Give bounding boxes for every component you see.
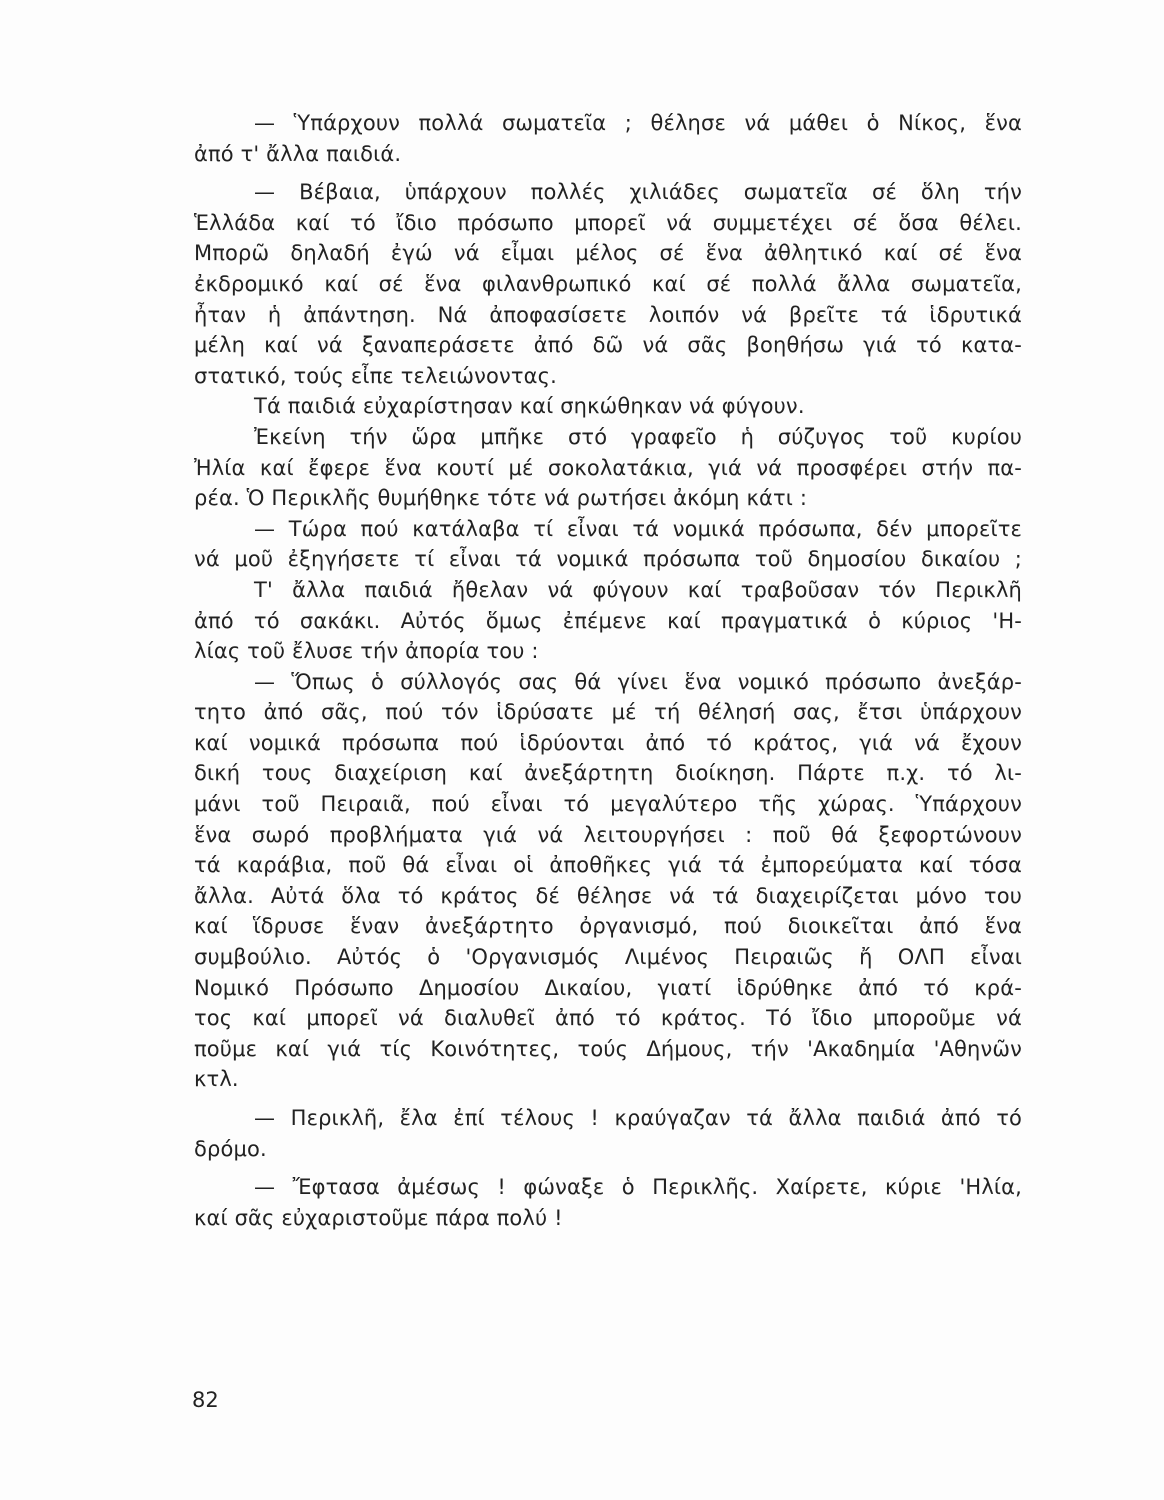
text-line: — Περικλῆ, ἔλα ἐπί τέλους ! κραύγαζαν τά ἄλλα παιδιά ἀπό τό (254, 1106, 1022, 1130)
text-line: Ἑλλάδα καί τό ἴδιο πρόσωπο μπορεῖ νά συμμετέχει σέ ὅσα θέλει. (194, 210, 1022, 235)
text-line: κτλ. (194, 1067, 239, 1092)
text-line: τος καί μπορεῖ νά διαλυθεῖ ἀπό τό κράτος. Τό ἴδιο μποροῦμε νά (194, 1006, 1022, 1031)
text-line: καί νομικά πρόσωπα πού ἱδρύονται ἀπό τό κράτος, γιά νά ἔχουν (194, 730, 1022, 755)
text-line: λίας τοῦ ἔλυσε τήν ἀπορία του : (194, 639, 539, 664)
text-line: στατικό, τούς εἶπε τελειώνοντας. (194, 363, 557, 388)
text-line: ἐκδρομικό καί σέ ἕνα φιλανθρωπικό καί σέ πολλά ἄλλα σωματεῖα, (194, 271, 1022, 296)
text-line: — Ὅπως ὁ σύλλογός σας θά γίνει ἕνα νομικό πρόσωπο ἀνεξάρ- (254, 669, 1022, 694)
text-line: — Ἔφτασα ἀμέσως ! φώναξε ὁ Περικλῆς. Χαίρετε, κύριε 'Ηλία, (254, 1175, 1022, 1200)
text-line: δρόμο. (194, 1136, 267, 1161)
text-line: ἦταν ἡ ἀπάντηση. Νά ἀποφασίσετε λοιπόν νά βρεῖτε τά ἱδρυτικά (194, 302, 1022, 327)
page-number: 82 (192, 1388, 219, 1412)
text-line: καί σᾶς εὐχαριστοῦμε πάρα πολύ ! (194, 1205, 563, 1230)
text-line: δική τους διαχείριση καί ἀνεξάρτητη διοίκηση. Πάρτε π.χ. τό λι- (194, 761, 1022, 786)
text-line: μάνι τοῦ Πειραιᾶ, πού εἶναι τό μεγαλύτερο τῆς χώρας. Ὑπάρχουν (194, 792, 1022, 817)
text-line: Τ' ἄλλα παιδιά ἤθελαν νά φύγουν καί τραβοῦσαν τόν Περικλῆ (254, 577, 1022, 602)
text-line: ποῦμε καί γιά τίς Κοινότητες, τούς Δήμους, τήν 'Ακαδημία 'Αθηνῶν (194, 1036, 1022, 1061)
text-line: ἀπό τό σακάκι. Αὐτός ὅμως ἐπέμενε καί πραγματικά ὁ κύριος 'Η- (194, 608, 1022, 633)
text-line: — Τώρα πού κατάλαβα τί εἶναι τά νομικά πρόσωπα, δέν μπορεῖτε (254, 516, 1022, 541)
body-text (194, 108, 1022, 1233)
text-line: ἕνα σωρό προβλήματα γιά νά λειτουργήσει : ποῦ θά ξεφορτώνουν (194, 822, 1022, 847)
text-line: τά καράβια, ποῦ θά εἶναι οἱ ἀποθῆκες γιά τά ἐμπορεύματα καί τόσα (194, 853, 1022, 878)
text-line: — Ὑπάρχουν πολλά σωματεῖα ; θέλησε νά μάθει ὁ Νίκος, ἕνα (254, 111, 1022, 135)
text-line: τητο ἀπό σᾶς, πού τόν ἱδρύσατε μέ τή θέλησή σας, ἔτσι ὑπάρχουν (194, 700, 1022, 725)
text-line: ἀπό τ' ἄλλα παιδιά. (194, 141, 402, 166)
text-line: ρέα. Ὁ Περικλῆς θυμήθηκε τότε νά ρωτήσει ἀκόμη κάτι : (194, 486, 808, 511)
text-line: καί ἵδρυσε ἕναν ἀνεξάρτητο ὀργανισμό, πού διοικεῖται ἀπό ἕνα (194, 914, 1022, 939)
text-line: Μπορῶ δηλαδή ἐγώ νά εἶμαι μέλος σέ ἕνα ἀθλητικό καί σέ ἕνα (194, 241, 1022, 266)
text-line: Ἠλία καί ἔφερε ἕνα κουτί μέ σοκολατάκια, γιά νά προσφέρει στήν πα- (194, 455, 1022, 480)
text-line: μέλη καί νά ξαναπεράσετε ἀπό δῶ νά σᾶς βοηθήσω γιά τό κατα- (194, 333, 1022, 358)
text-line: ἄλλα. Αὐτά ὅλα τό κράτος δέ θέλησε νά τά διαχειρίζεται μόνο του (194, 883, 1022, 908)
text-line: Νομικό Πρόσωπο Δημοσίου Δικαίου, γιατί ἱδρύθηκε ἀπό τό κρά- (194, 975, 1022, 1000)
text-line: νά μοῦ ἐξηγήσετε τί εἶναι τά νομικά πρόσωπα τοῦ δημοσίου δικαίου ; (194, 547, 1022, 572)
text-line: — Βέβαια, ὑπάρχουν πολλές χιλιάδες σωματεῖα σέ ὅλη τήν (254, 180, 1022, 205)
text-line: συμβούλιο. Αὐτός ὁ 'Οργανισμός Λιμένος Πειραιῶς ἤ ΟΛΠ εἶναι (194, 945, 1022, 970)
text-line: Ἐκείνη τήν ὥρα μπῆκε στό γραφεῖο ἡ σύζυγος τοῦ κυρίου (254, 424, 1022, 449)
text-line: Τά παιδιά εὐχαρίστησαν καί σηκώθηκαν νά φύγουν. (254, 394, 805, 419)
